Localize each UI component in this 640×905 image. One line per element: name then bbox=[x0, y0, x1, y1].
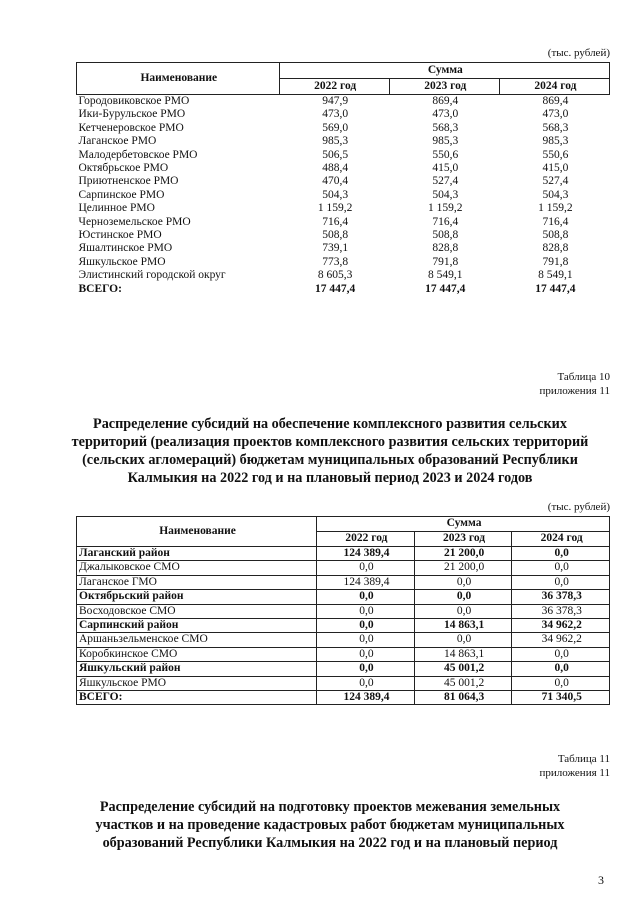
row-value: 415,0 bbox=[432, 162, 459, 175]
row-name: Яшкульское РМО bbox=[78, 255, 166, 268]
row-value: 0,0 bbox=[317, 676, 415, 690]
table11-heading: Распределение субсидий на подготовку проектов межевания земельных участков и на проведение кадастровых работ бюджетам муниципальных образований Республики Калмыкия на 2022 год и на плановый период bbox=[95, 799, 565, 851]
row-value: 527,4 bbox=[432, 175, 459, 188]
row-value: 0,0 bbox=[414, 633, 512, 647]
table1-header-sum: Сумма bbox=[279, 63, 609, 79]
table-row bbox=[77, 108, 610, 121]
row-value: 568,3 bbox=[542, 121, 569, 134]
row-value: 504,3 bbox=[432, 188, 459, 201]
row-name: Сарпинское РМО bbox=[78, 188, 165, 201]
row-name: Лаганское РМО bbox=[78, 135, 157, 148]
table2-body bbox=[77, 547, 610, 705]
table11-label: Таблица 11 bbox=[557, 753, 610, 765]
table-row bbox=[77, 242, 610, 255]
row-name: Яшалтинское РМО bbox=[78, 242, 173, 255]
table-row bbox=[77, 647, 610, 661]
row-value: 791,8 bbox=[432, 255, 459, 268]
row-value: 21 200,0 bbox=[414, 547, 512, 561]
table-row bbox=[77, 575, 610, 589]
row-value: 550,6 bbox=[432, 148, 459, 161]
table11-appendix: приложения 11 bbox=[539, 767, 610, 779]
table2-header-year: 2023 год bbox=[414, 532, 512, 547]
table-row bbox=[77, 604, 610, 618]
row-value: 0,0 bbox=[414, 590, 512, 604]
row-value: 0,0 bbox=[512, 676, 610, 690]
row-value: 45 001,2 bbox=[414, 676, 512, 690]
row-value: 716,4 bbox=[322, 215, 349, 228]
row-value: 14 863,1 bbox=[414, 647, 512, 661]
table1-header-year: 2024 год bbox=[499, 79, 609, 95]
table2-unit-label: (тыс. рублей) bbox=[547, 501, 610, 513]
row-value: 34 962,2 bbox=[512, 633, 610, 647]
table-row bbox=[77, 216, 610, 229]
table1-header-year: 2022 год bbox=[279, 79, 389, 95]
row-value: 17 447,4 bbox=[315, 282, 356, 295]
row-value: 14 863,1 bbox=[414, 619, 512, 633]
row-value: 716,4 bbox=[542, 215, 569, 228]
row-value: 0,0 bbox=[317, 619, 415, 633]
table2-header-year: 2024 год bbox=[512, 532, 610, 547]
row-value: 550,6 bbox=[542, 148, 569, 161]
row-value: 508,8 bbox=[432, 229, 459, 242]
row-value: 0,0 bbox=[512, 547, 610, 561]
row-value: 0,0 bbox=[317, 590, 415, 604]
table-row bbox=[77, 283, 610, 296]
row-name: Лаганский район bbox=[77, 547, 317, 561]
row-value: 124 389,4 bbox=[317, 691, 415, 705]
row-value: 71 340,5 bbox=[512, 691, 610, 705]
table-row bbox=[77, 189, 610, 202]
table1-header-year: 2023 год bbox=[389, 79, 499, 95]
row-value: 0,0 bbox=[512, 561, 610, 575]
row-value: 716,4 bbox=[432, 215, 459, 228]
row-value: 869,4 bbox=[432, 95, 459, 107]
table-row bbox=[77, 561, 610, 575]
row-name: Джалыковское СМО bbox=[77, 561, 317, 575]
row-value: 0,0 bbox=[317, 662, 415, 676]
row-value: 8 549,1 bbox=[428, 269, 463, 282]
row-value: 0,0 bbox=[414, 575, 512, 589]
row-name: Кетченеровское РМО bbox=[78, 121, 184, 134]
row-name: Сарпинский район bbox=[77, 619, 317, 633]
table-row bbox=[77, 122, 610, 135]
row-value: 470,4 bbox=[322, 175, 349, 188]
row-value: 488,4 bbox=[322, 162, 349, 175]
row-value: 739,1 bbox=[322, 242, 349, 255]
row-value: 0,0 bbox=[317, 604, 415, 618]
table1-unit-label: (тыс. рублей) bbox=[547, 47, 610, 59]
row-value: 527,4 bbox=[542, 175, 569, 188]
row-value: 21 200,0 bbox=[414, 561, 512, 575]
row-name: ВСЕГО: bbox=[78, 282, 122, 295]
row-value: 0,0 bbox=[317, 633, 415, 647]
row-value: 828,8 bbox=[432, 242, 459, 255]
row-name: Аршаньзельменское СМО bbox=[77, 633, 317, 647]
table2-header-name: Наименование bbox=[77, 517, 317, 547]
table-row bbox=[77, 662, 610, 676]
row-name: Городовиковское РМО bbox=[78, 95, 190, 107]
row-value: 985,3 bbox=[322, 135, 349, 148]
table-row bbox=[77, 633, 610, 647]
row-value: 473,0 bbox=[322, 108, 349, 121]
row-value: 415,0 bbox=[542, 162, 569, 175]
table-row bbox=[77, 202, 610, 215]
row-value: 473,0 bbox=[542, 108, 569, 121]
table-row bbox=[77, 135, 610, 148]
row-value: 0,0 bbox=[317, 647, 415, 661]
row-value: 36 378,3 bbox=[512, 604, 610, 618]
row-value: 17 447,4 bbox=[425, 282, 466, 295]
row-name: Октябрьский район bbox=[77, 590, 317, 604]
table1 bbox=[76, 62, 610, 296]
row-name: Октябрьское РМО bbox=[78, 162, 169, 175]
table11-note bbox=[539, 752, 610, 780]
table10-heading: Распределение субсидий на обеспечение комплексного развития сельских территорий (реализация проектов комплексного развития сельских территорий (сельских агломераций) бюджетам муниципальных образований Республики Калмыкия на 2022 год и на плановый период 2023 и 2024 годов bbox=[71, 416, 589, 486]
table10-appendix: приложения 11 bbox=[539, 385, 610, 397]
row-value: 504,3 bbox=[542, 188, 569, 201]
row-value: 17 447,4 bbox=[535, 282, 576, 295]
row-value: 773,8 bbox=[322, 255, 349, 268]
row-value: 0,0 bbox=[317, 561, 415, 575]
table-row bbox=[77, 590, 610, 604]
row-name: Восходовское СМО bbox=[77, 604, 317, 618]
row-name: Лаганское ГМО bbox=[77, 575, 317, 589]
table10-note bbox=[539, 370, 610, 398]
row-name: Малодербетовское РМО bbox=[78, 148, 198, 161]
table2 bbox=[76, 516, 610, 705]
table-row bbox=[77, 162, 610, 175]
row-name: Приютненское РМО bbox=[78, 175, 179, 188]
row-value: 985,3 bbox=[542, 135, 569, 148]
table2-header-sum: Сумма bbox=[317, 517, 610, 532]
row-value: 508,8 bbox=[542, 229, 569, 242]
page-number: 3 bbox=[598, 873, 604, 887]
row-value: 8 549,1 bbox=[538, 269, 573, 282]
table-row bbox=[77, 619, 610, 633]
row-value: 1 159,2 bbox=[428, 202, 463, 215]
table-row bbox=[77, 256, 610, 269]
row-name: Ики-Бурульское РМО bbox=[78, 108, 186, 121]
row-value: 34 962,2 bbox=[512, 619, 610, 633]
row-name: Черноземельское РМО bbox=[78, 215, 191, 228]
table-row bbox=[77, 691, 610, 705]
row-value: 504,3 bbox=[322, 188, 349, 201]
row-value: 473,0 bbox=[432, 108, 459, 121]
row-value: 124 389,4 bbox=[317, 575, 415, 589]
row-value: 36 378,3 bbox=[512, 590, 610, 604]
row-name: Юстинское РМО bbox=[78, 229, 162, 242]
row-value: 947,9 bbox=[322, 95, 349, 107]
row-value: 828,8 bbox=[542, 242, 569, 255]
row-value: 869,4 bbox=[542, 95, 569, 107]
table10-label: Таблица 10 bbox=[557, 371, 610, 383]
row-value: 1 159,2 bbox=[538, 202, 573, 215]
row-name: Целинное РМО bbox=[78, 202, 155, 215]
row-value: 508,8 bbox=[322, 229, 349, 242]
table2-header-year: 2022 год bbox=[317, 532, 415, 547]
row-name: Коробкинское СМО bbox=[77, 647, 317, 661]
table-row bbox=[77, 149, 610, 162]
row-value: 506,5 bbox=[322, 148, 349, 161]
row-value: 0,0 bbox=[512, 647, 610, 661]
row-value: 0,0 bbox=[414, 604, 512, 618]
row-value: 985,3 bbox=[432, 135, 459, 148]
table-row bbox=[77, 95, 610, 109]
table-row bbox=[77, 175, 610, 188]
row-value: 1 159,2 bbox=[317, 202, 353, 215]
row-name: Яшкульский район bbox=[77, 662, 317, 676]
table-row bbox=[77, 547, 610, 561]
row-value: 791,8 bbox=[542, 255, 569, 268]
table-row bbox=[77, 676, 610, 690]
table-row bbox=[77, 229, 610, 242]
row-value: 8 605,3 bbox=[317, 269, 353, 282]
row-name: Яшкульское РМО bbox=[77, 676, 317, 690]
row-name: Элистинский городской округ bbox=[78, 269, 226, 282]
table1-header-name: Наименование bbox=[77, 63, 280, 95]
row-value: 124 389,4 bbox=[317, 547, 415, 561]
row-value: 569,0 bbox=[322, 121, 349, 134]
table-row bbox=[77, 269, 610, 282]
row-value: 45 001,2 bbox=[414, 662, 512, 676]
row-value: 81 064,3 bbox=[414, 691, 512, 705]
table1-body bbox=[77, 95, 610, 297]
row-value: 0,0 bbox=[512, 575, 610, 589]
row-name: ВСЕГО: bbox=[77, 691, 317, 705]
row-value: 568,3 bbox=[432, 121, 459, 134]
row-value: 0,0 bbox=[512, 662, 610, 676]
